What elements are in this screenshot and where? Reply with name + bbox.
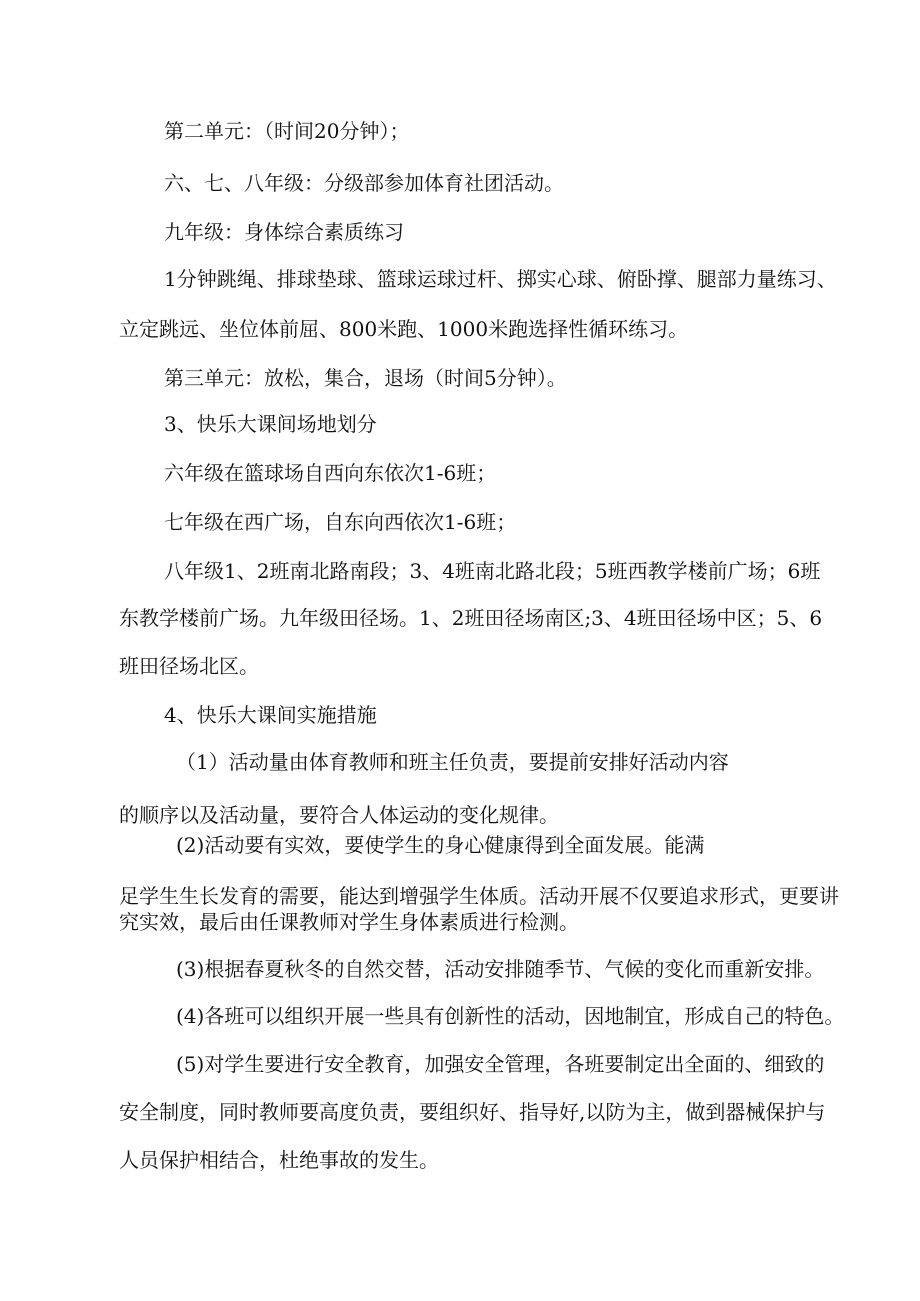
grade-eight-area-line-1: 八年级1、2班南北路南段；3、4班南北路北段；5班西教学楼前广场；6班 — [164, 559, 821, 583]
exercise-list-line-2: 立定跳远、坐位体前屈、800米跑、1000米跑选择性循环练习。 — [119, 317, 689, 341]
measure-4-line: (4)各班可以组织开展一些具有创新性的活动，因地制宜，形成自己的特色。 — [176, 1004, 845, 1028]
measure-5-line-1: (5)对学生要进行安全教育，加强安全管理，各班要制定出全面的、细致的 — [176, 1052, 825, 1076]
unit-three-heading: 第三单元：放松，集合，退场（时间5分钟）。 — [164, 366, 567, 390]
grade-six-area-line: 六年级在篮球场自西向东依次1-6班； — [164, 461, 497, 485]
measure-1-line-2: 的顺序以及活动量，要符合人体运动的变化规律。 — [119, 803, 559, 827]
measure-2-line-1: (2)活动要有实效，要使学生的身心健康得到全面发展。能满 — [176, 833, 705, 857]
grade-nine-line: 九年级：身体综合素质练习 — [164, 220, 404, 244]
measure-2-line-2: 足学生生长发育的需要，能达到增强学生体质。活动开展不仅要追求形式，更要讲 — [119, 884, 839, 908]
exercise-list-line-1: 1分钟跳绳、排球垫球、篮球运球过杆、掷实心球、俯卧撑、腿部力量练习、 — [164, 267, 837, 291]
grade-eight-area-line-2: 东教学楼前广场。九年级田径场。1、2班田径场南区;3、4班田径场中区；5、6 — [119, 606, 823, 630]
unit-two-heading: 第二单元：（时间20分钟）； — [164, 119, 410, 143]
measure-5-line-3: 人员保护相结合，杜绝事故的发生。 — [119, 1148, 439, 1172]
measure-1-line-1: （1）活动量由体育教师和班主任负责，要提前安排好活动内容 — [176, 750, 729, 774]
section-3-heading: 3、快乐大课间场地划分 — [164, 412, 377, 436]
measure-2-line-3: 究实效，最后由任课教师对学生身体素质进行检测。 — [119, 910, 579, 934]
measure-5-line-2: 安全制度，同时教师要高度负责，要组织好、指导好,以防为主，做到器械保护与 — [119, 1100, 826, 1124]
section-4-heading: 4、快乐大课间实施措施 — [164, 703, 377, 727]
grade-seven-area-line: 七年级在西广场，自东向西依次1-6班； — [164, 510, 517, 534]
measure-3-line: (3)根据春夏秋冬的自然交替，活动安排随季节、气候的变化而重新安排。 — [176, 957, 825, 981]
grade-nine-area-line: 班田径场北区。 — [119, 654, 259, 678]
grades-six-to-eight-line: 六、七、八年级：分级部参加体育社团活动。 — [164, 171, 564, 195]
